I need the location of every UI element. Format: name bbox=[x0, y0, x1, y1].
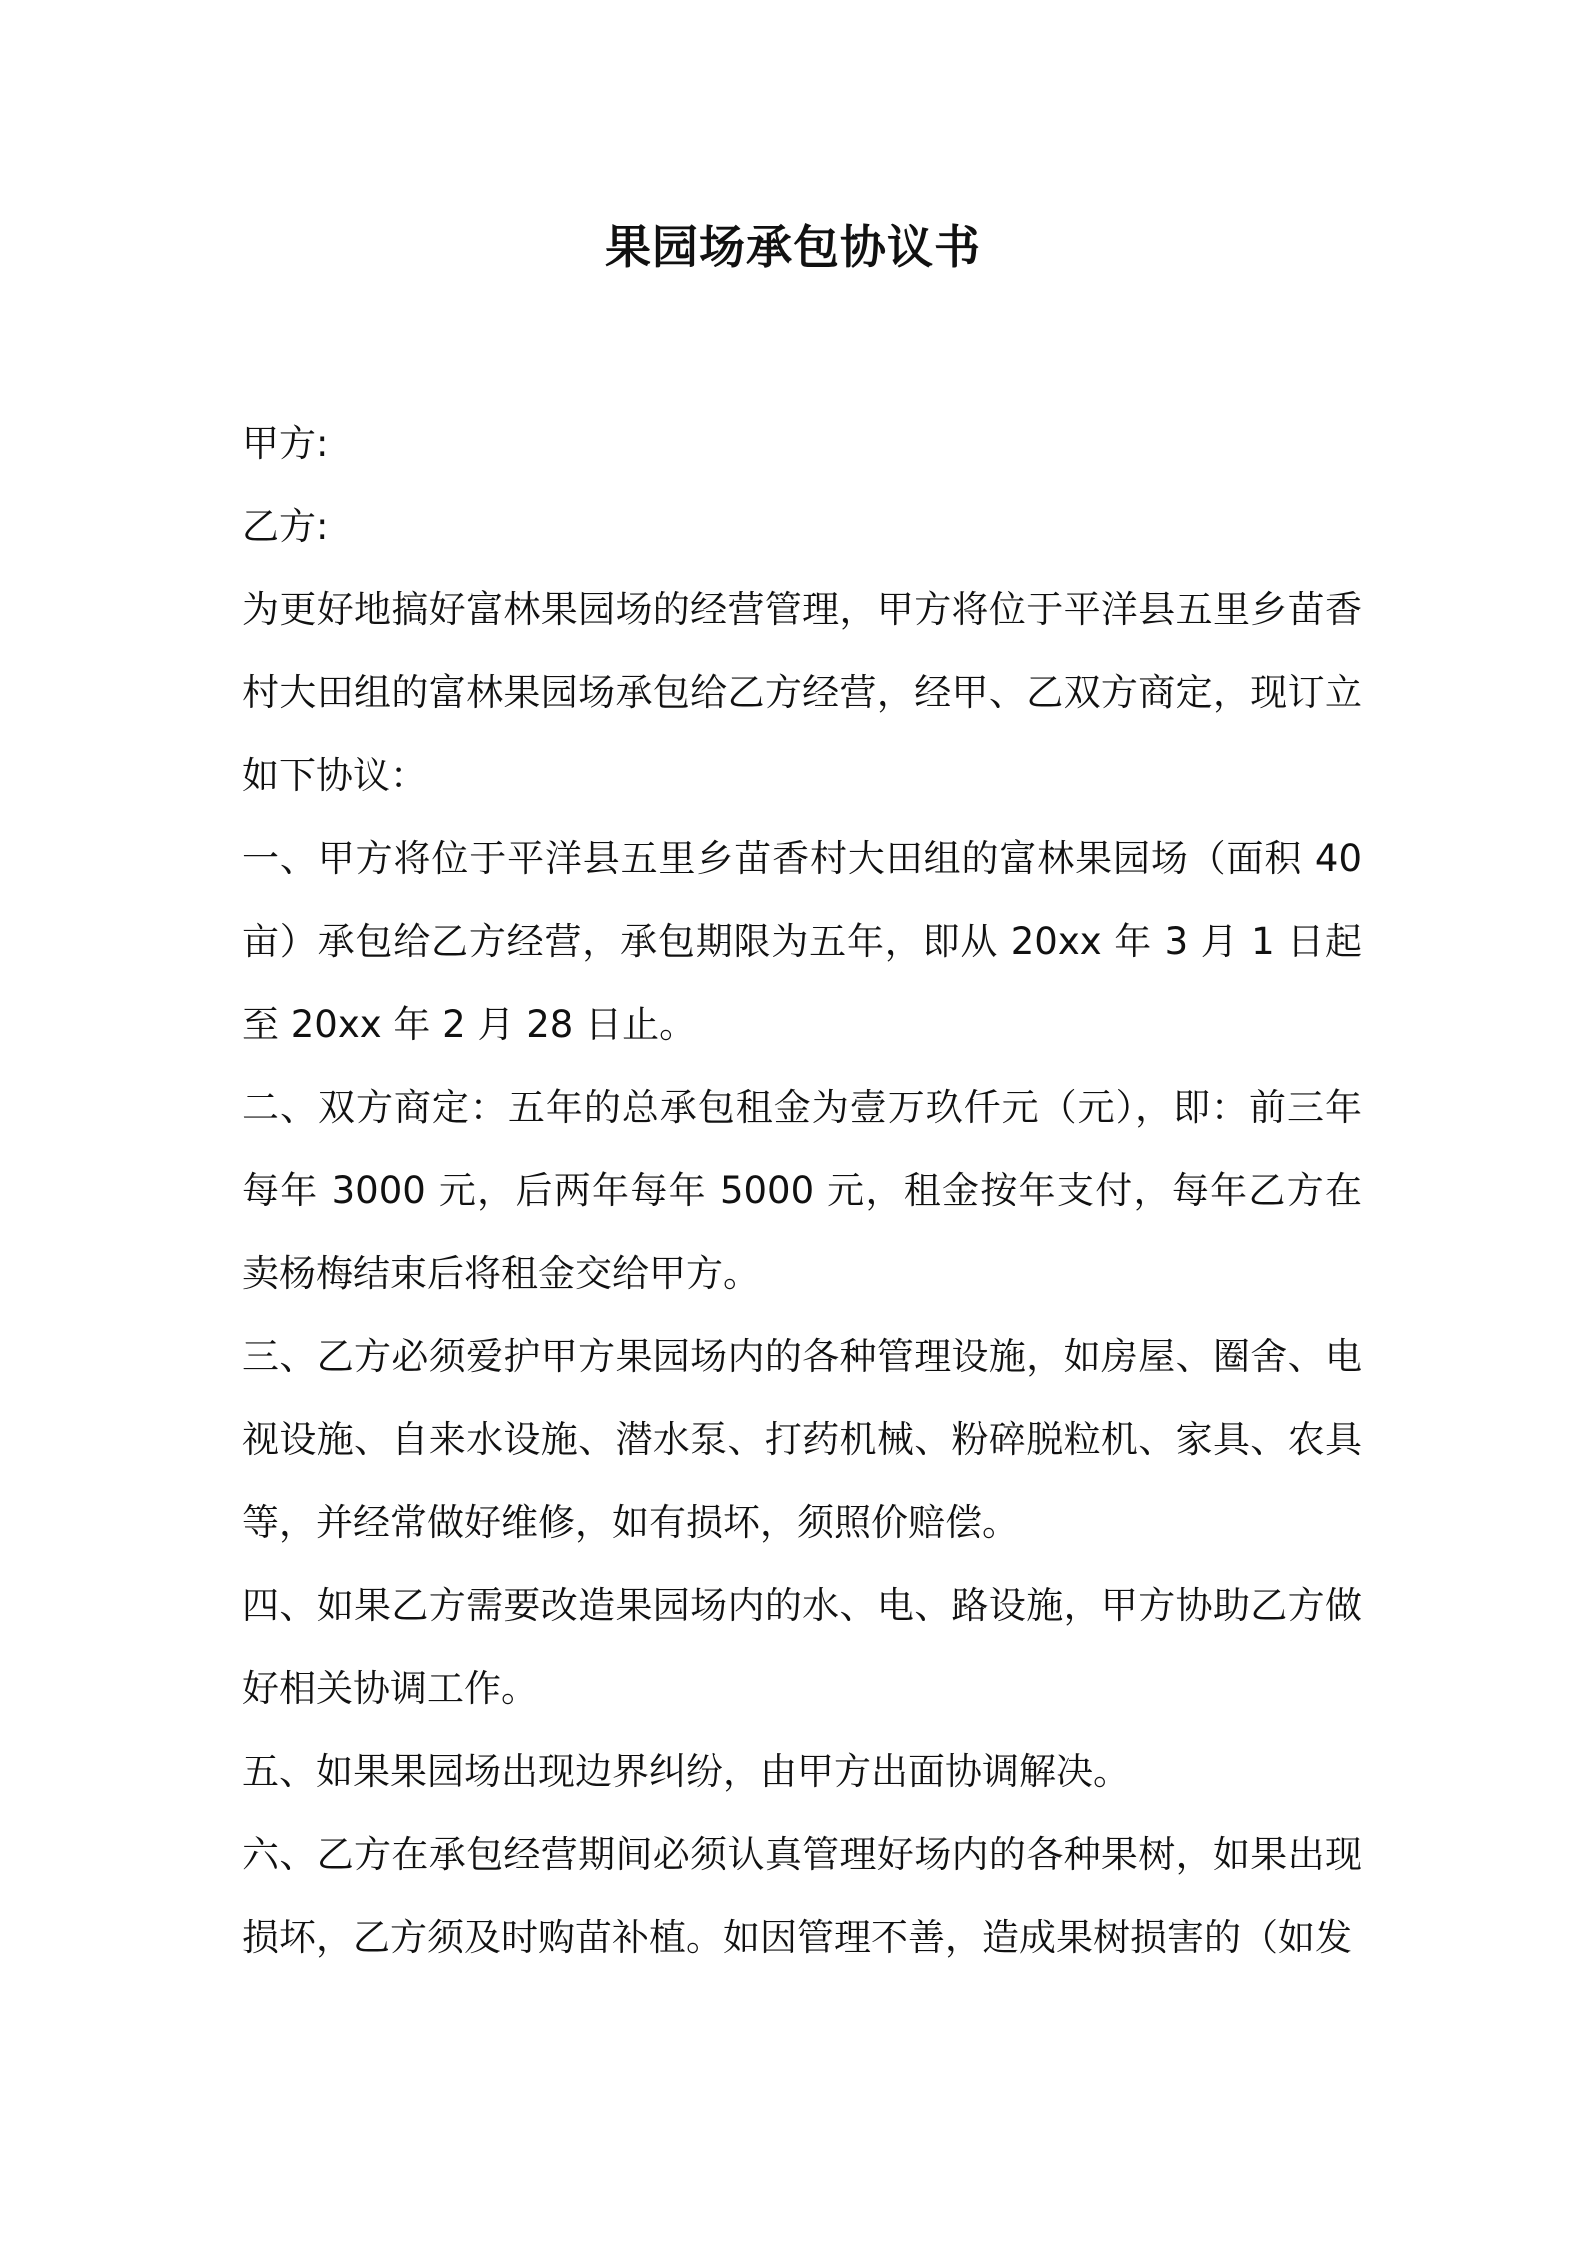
document-body bbox=[242, 402, 1362, 1979]
clause-4: 四、如果乙方需要改造果园场内的水、电、路设施，甲方协助乙方做好相关协调工作。 bbox=[242, 1584, 1362, 1710]
clause-3: 三、乙方必须爱护甲方果园场内的各种管理设施，如房屋、圈舍、电视设施、自来水设施、潜水泵、打药机械、粉碎脱粒机、家具、农具等，并经常做好维修，如有损坏，须照价赔偿。 bbox=[242, 1335, 1362, 1544]
clause-5: 五、如果果园场出现边界纠纷，由甲方出面协调解决。 bbox=[242, 1750, 1130, 1793]
clause-6: 六、乙方在承包经营期间必须认真管理好场内的各种果树，如果出现损坏，乙方须及时购苗补植。如因管理不善，造成果树损害的（如发 bbox=[242, 1833, 1362, 1959]
preamble-paragraph: 为更好地搞好富林果园场的经营管理，甲方将位于平洋县五里乡苗香村大田组的富林果园场承包给乙方经营，经甲、乙双方商定，现订立如下协议： bbox=[242, 588, 1362, 797]
clause-2: 二、双方商定：五年的总承包租金为壹万玖仟元（元），即：前三年每年 3000 元，后两年每年 5000 元，租金按年支付，每年乙方在卖杨梅结束后将租金交给甲方。 bbox=[242, 1086, 1362, 1295]
clause-1: 一、甲方将位于平洋县五里乡苗香村大田组的富林果园场（面积 40 亩）承包给乙方经营，承包期限为五年，即从 20xx 年 3 月 1 日起至 20xx 年 2 月 28 日止。 bbox=[242, 837, 1362, 1046]
document-title: 果园场承包协议书 bbox=[605, 220, 981, 274]
party-a-line: 甲方: bbox=[242, 422, 329, 465]
party-b-line: 乙方: bbox=[242, 505, 329, 548]
